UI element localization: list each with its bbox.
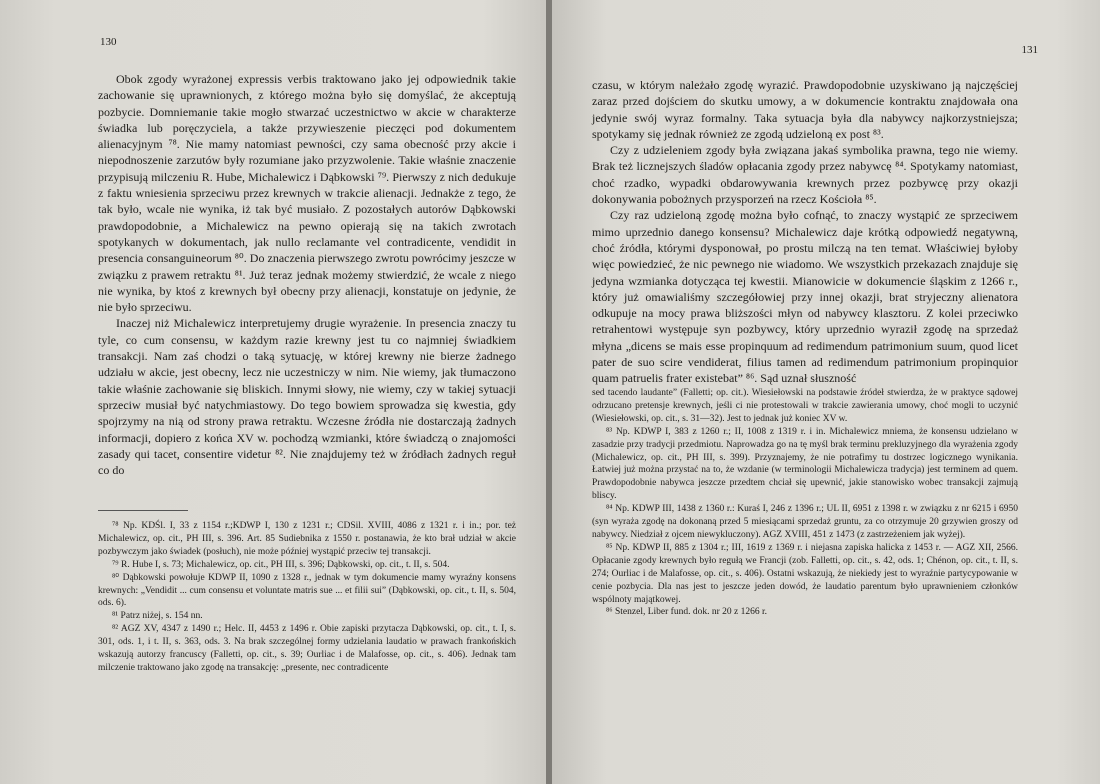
right-paragraph: Czy z udzieleniem zgody była związana jakaś symbolika prawna, tego nie wiemy. Brak też licznejszych śladów opłacania zgody przez nabywcę ⁸⁴. Spotykamy natomiast, choć rzadko, wypadki obdarowywania krewnych przez pozbywcę przy okazji dokonywania pobożnych przysporzeń na rzecz Kościoła ⁸⁵. — [592, 143, 1018, 207]
footnote: ⁸¹ Patrz niżej, s. 154 nn. — [112, 611, 203, 622]
right-page-number: 131 — [1021, 44, 1038, 56]
footnote: ⁸³ Np. KDWP I, 383 z 1260 r.; II, 1008 z 1319 r. i in. Michalewicz mniema, że konsensu udzielano w zasadzie przy tradycji przedmiotu. Naprowadza go na tę myśl brak terminu prekluzyjnego dla wyrażenia zgody (Michalewicz, op. cit., PH III, s. 399). Przyznajemy, że nie potrafimy tu dostrzec logicznego wynikania. Łatwiej już można przystać na to, że wzdanie (w terminologii Michalewicza tradycja) jest terminem ad quem. Prawdopodobnie nabywca jeszcze przedtem chciał się upewnić, jakie stanowisko wobec transakcji zajmują bliscy. — [592, 426, 1018, 502]
right-paragraph: czasu, w którym należało zgodę wyrazić. Prawdopodobnie uzyskiwano ją najczęściej zaraz przed dojściem do skutku umowy, a w dokumencie kontraktu znajdowała ona jedynie swój wyraz formalny. Taka sytuacja była dla nabywcy najkorzystniejsza; spotykamy się jednak również ze zgodą udzieloną ex post ⁸³. — [592, 78, 1018, 141]
footnote: ⁷⁹ R. Hube I, s. 73; Michalewicz, op. cit., PH III, s. 396; Dąbkowski, op. cit., t. II, s. 504. — [112, 559, 450, 570]
footnote-rule — [98, 510, 188, 511]
right-page — [552, 0, 1100, 784]
left-body-text — [98, 71, 516, 478]
left-page-number: 130 — [100, 36, 117, 48]
footnote: ⁸⁵ Np. KDWP II, 885 z 1304 r.; III, 1619 z 1369 r. i niejasna zapiska halicka z 1453 r. — AGZ XII, 2566. Opłacanie zgody krewnych było regułą we Francji (zob. Falletti, op. cit., s. 42, ods. 1; Chénon, op. cit., t. II, s. 274; Ourliac i de Malafosse, op. cit., s. 406). Ostatni wskazują, że niekiedy jest to wyraźnie partycypowanie w cenie pozbycia. Dla nas jest to jeszcze jeden dowód, że laudatio parentum było uprawnieniem członków wspólnoty majątkowej. — [592, 542, 1018, 605]
right-body-text — [592, 77, 1018, 387]
footnote: ⁸⁴ Np. KDWP III, 1438 z 1360 r.: Kuraś I, 246 z 1396 r.; UL II, 6951 z 1398 r. w związku z nr 6215 i 6950 (syn wyraża zgodę na dokonaną przed 5 miesiącami sprzedaż gruntu, za co otrzymuje 20 grzywien groszy od nabywcy. Niedział z ojcem niewykluczony). AGZ XVIII, 451 z 1473 (z zastrzeżeniem jak wyżej). — [592, 504, 1018, 540]
left-page — [0, 0, 548, 784]
left-paragraph: Obok zgody wyrażonej expressis verbis traktowano jako jej odpowiednik takie zachowanie się uprawnionych, z którego można było się domyślać, że akceptują pozbycie. Domniemanie takie mogło stwarzać uczestnictwo w akcie w charakterze świadka lub poręczyciela, a także przywieszenie pieczęci pod dokumentem alienacyjnym ⁷⁸. Nie mamy natomiast pewności, czy sama obecność przy akcie i niepodnoszenie zarzutów były rozumiane jako przyzwolenie. Takie właśnie znaczenie przypisują milczeniu R. Hube, Michalewicz i Dąbkowski ⁷⁹. Pierwszy z nich dedukuje z faktu wniesienia sprzeciwu przez krewnych w trakcie alienacji. Jednakże z tego, że tak było, wcale nie wynika, iż tak być musiało. Z pozostałych autorów Dąbkowski prawdopodobnie, a Michalewicz na pewno opierają się na takich zwrotach spotykanych w dokumentach, jak nullo reclamante vel contradicente, vendidit in presencia consanguineorum ⁸⁰. Do znaczenia pierwszego zwrotu powrócimy jeszcze w związku z prawem retraktu ⁸¹. Już teraz jednak możemy stwierdzić, że wcale z niego nie wynika, by ktoś z krewnych był obecny przy alienacji, konstatuje on jedynie, że nie było sprzeciwu. — [98, 72, 516, 315]
right-footnotes — [592, 387, 1018, 619]
left-footnotes — [98, 520, 516, 675]
footnote: sed tacendo laudante” (Falletti; op. cit.). Wiesiełowski na podstawie źródeł stwierdza, że w praktyce sądowej odrzucano pretensje krewnych, jeśli ci nie protestowali w trakcie zawierania umowy, choć mogli to uczynić (Wiesiełowski, op. cit., s. 31—32). Jest to jednak już koniec XV w. — [592, 388, 1018, 424]
footnote: ⁸² AGZ XV, 4347 z 1490 r.; Helc. II, 4453 z 1496 r. Obie zapiski przytacza Dąbkowski, op. cit., t. I, s. 301, ods. 1, i t. II, s. 363, ods. 3. Na brak szczególnej formy udzielania laudatio w prawach frankońskich wskazują autorzy francuscy (Falletti, op. cit., s. 39; Ourliac i de Malafosse, op. cit., s. 406). Jednak tam milczenie traktowano jako zgodę na transakcję: „presente, nec contradicente — [98, 624, 516, 673]
footnote: ⁷⁸ Np. KDŚl. I, 33 z 1154 r.;KDWP I, 130 z 1231 r.; CDSil. XVIII, 4086 z 1321 r. i in.; por. też Michalewicz, op. cit., PH III, s. 396. Art. 85 Sudiebnika z 1550 r. postanawia, że kto brał udział w akcie pozbywczym jako świadek (posłuch), nie może później wystąpić przeciw tej transakcji. — [98, 521, 516, 557]
left-paragraph: Inaczej niż Michalewicz interpretujemy drugie wyrażenie. In presencia znaczy tu tyle, co cum consensu, w każdym razie krewny jest tu co najmniej świadkiem transakcji. Nam zaś chodzi o taką sytuację, w której krewny nie bierze żadnego udziału w akcie, jest obecny, lecz nie uczestniczy w nim. Nie wiemy, jak tłumaczono takie właśnie zachowanie się bliskich. Innymi słowy, nie wiemy, czy w takiej sytuacji sprzeciw musiał być natychmiastowy. Do tego bowiem sprowadza się kwestia, gdy spojrzymy na nią od strony prawa retraktu. Wczesne źródła nie dostarczają żadnych informacji, dopiero z końca XV w. pochodzą wzmianki, które świadczą o znajomości zasady qui tacet, consentire videtur ⁸². Nie znajdujemy też w źródłach żadnych reguł co do — [98, 316, 516, 478]
footnote: ⁸⁰ Dąbkowski powołuje KDWP II, 1090 z 1328 r., jednak w tym dokumencie mamy wyraźny konsens krewnych: „Vendidit ... cum consensu et voluntate matris sue ... et filii sui” (Dąbkowski, op. cit., t. II, s. 504, ods. 6). — [98, 572, 516, 609]
right-paragraph: Czy raz udzieloną zgodę można było cofnąć, to znaczy wystąpić ze sprzeciwem mimo uprzednio danego konsensu? Michalewicz daje krótką odpowiedź negatywną, choć źródła, którymi dysponował, po prostu milczą na ten temat. Właściwiej byłoby więc powiedzieć, że nic pewnego nie wiadomo. We wszystkich przekazach znajduje się jedyna wzmianka dotycząca tej kwestii. Mianowicie w dokumencie śląskim z 1266 r., który już omawialiśmy szczegółowiej przy innej okazji, brat stryjeczny alienatora odkupuje na mocy prawa bliższości młyn od nabywcy klasztoru. Z kolei przeciwko retrahentowi występuje syn pozbywcy, który uprzednio wyraził zgodę na sprzedaż młyna „dicens se mais esse propinquum ad redimendum patrimonium suum, quod licet pater de suo scire vendiderat, filius tamen ad redimendum patrimonium propinquior quam patruelis frater existebat” ⁸⁶. Sąd uznał słuszność — [592, 208, 1018, 386]
footnote: ⁸⁶ Stenzel, Liber fund. dok. nr 20 z 1266 r. — [606, 607, 767, 618]
